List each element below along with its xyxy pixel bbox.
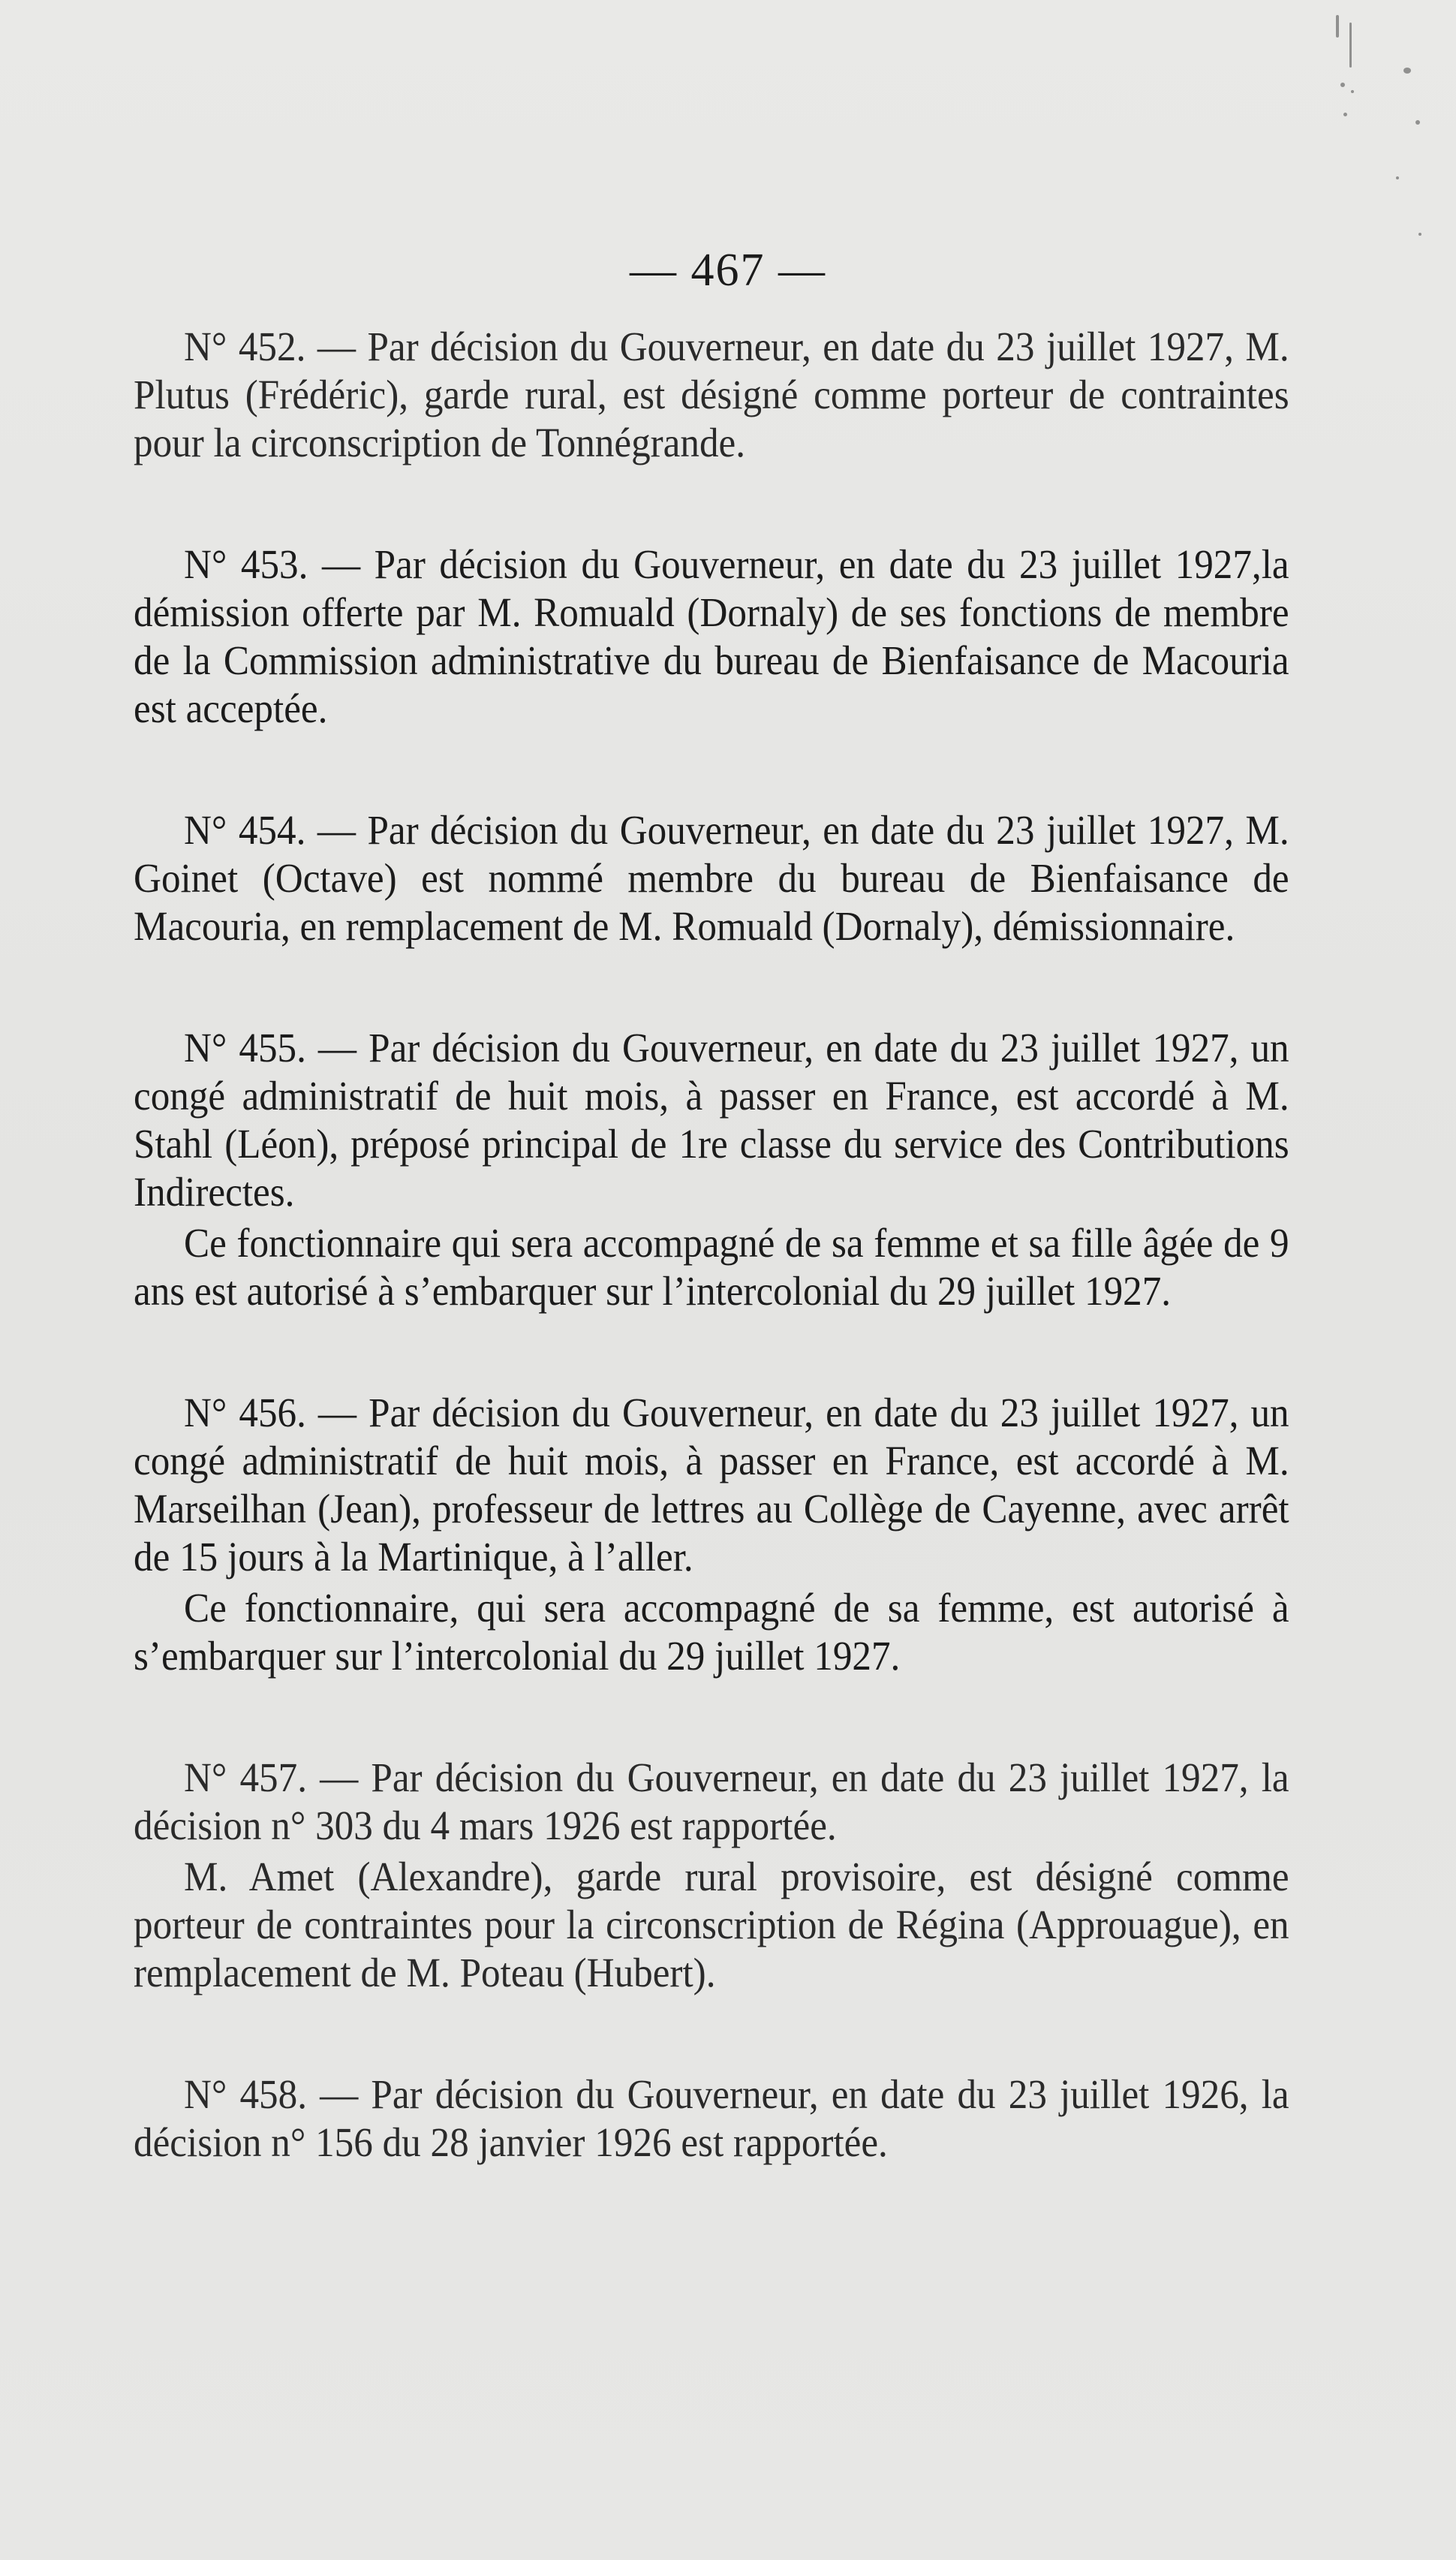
decision-paragraph: Ce fonctionnaire, qui sera accompagné de sa femme, est autorisé à s’embarquer sur l’intercolonial du 29 juillet 1927. [134, 1585, 1289, 1679]
decision-entry-452 [134, 323, 1289, 467]
decision-paragraph: Ce fonctionnaire qui sera accompagné de sa femme et sa fille âgée de 9 ans est autorisé à s’embarquer sur l’intercolonial du 29 juillet 1927. [134, 1220, 1289, 1314]
decision-paragraph: N° 456. — Par décision du Gouverneur, en date du 23 juillet 1927, un congé administratif de huit mois, à passer en France, est accordé à M. Marseilhan (Jean), professeur de lettres au Collège de Cayenne, avec arrêt de 15 jours à la Martinique, à l’aller. [134, 1390, 1289, 1580]
decision-paragraph: N° 458. — Par décision du Gouverneur, en date du 23 juillet 1926, la décision n° 156 du 28 janvier 1926 est rapportée. [134, 2071, 1289, 2165]
decision-paragraph: N° 457. — Par décision du Gouverneur, en date du 23 juillet 1927, la décision n° 303 du 4 mars 1926 est rapportée. [134, 1754, 1289, 1848]
decision-entry-453 [134, 541, 1289, 733]
page-number: — 467 — [630, 245, 826, 296]
margin-specks [1321, 8, 1426, 278]
decision-paragraph: N° 454. — Par décision du Gouverneur, en date du 23 juillet 1927, M. Goinet (Octave) est nommé membre du bureau de Bienfaisance de Macouria, en remplacement de M. Romuald (Dornaly), démissionnaire. [134, 807, 1289, 949]
decisions-list [134, 323, 1289, 2240]
decision-entry-455 [134, 1024, 1289, 1315]
decision-entry-458 [134, 2071, 1289, 2167]
decision-entry-456 [134, 1389, 1289, 1680]
decision-paragraph: M. Amet (Alexandre), garde rural provisoire, est désigné comme porteur de contraintes pour la circonscription de Régina (Approuague), en remplacement de M. Poteau (Hubert). [134, 1854, 1289, 1995]
decision-paragraph: N° 455. — Par décision du Gouverneur, en date du 23 juillet 1927, un congé administratif de huit mois, à passer en France, est accordé à M. Stahl (Léon), préposé principal de 1re classe du service des Contributions Indirectes. [134, 1025, 1289, 1215]
decision-entry-454 [134, 806, 1289, 950]
decision-paragraph: N° 452. — Par décision du Gouverneur, en date du 23 juillet 1927, M. Plutus (Frédéric), garde rural, est désigné comme porteur de contraintes pour la circonscription de Tonnégrande. [134, 324, 1289, 465]
decision-entry-457 [134, 1754, 1289, 1997]
decision-paragraph: N° 453. — Par décision du Gouverneur, en date du 23 juillet 1927,la démission offerte par M. Romuald (Dornaly) de ses fonctions de membre de la Commission administrative du bureau de Bienfaisance de Macouria est acceptée. [134, 541, 1289, 731]
